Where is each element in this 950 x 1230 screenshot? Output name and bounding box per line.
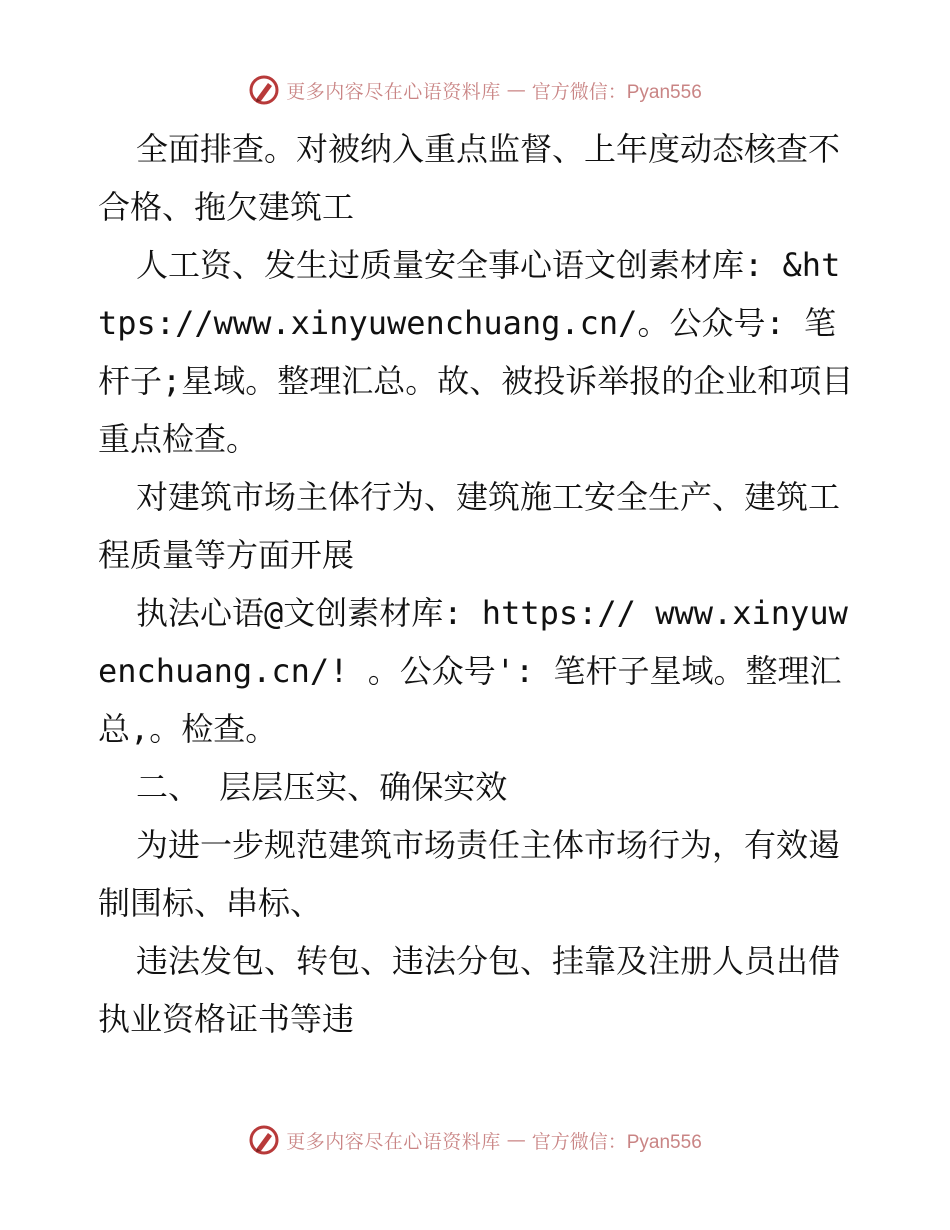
section-heading: 二、 层层压实、确保实效 xyxy=(136,768,508,806)
header-banner xyxy=(0,70,950,110)
paragraph: 违法发包、转包、违法分包、挂靠及注册人员出借执业资格证书等违 xyxy=(98,942,841,1038)
paragraph: 为进一步规范建筑市场责任主体市场行为，有效遏制围标、串标、 xyxy=(98,826,841,922)
banner-contact: 官方微信：Pyan556 xyxy=(531,81,702,103)
paragraph: 执法心语@文创素材库: https:// www.xinyuwenchuang.cn/! 。公众号': 笔杆子星域。整理汇总,。检查。 xyxy=(98,594,848,748)
banner-text: 更多内容尽在心语资料库 xyxy=(286,80,501,103)
paragraph: 人工资、发生过质量安全事心语文创素材库: &https://www.xinyuwenchuang.cn/。公众号: 笔杆子;星域。整理汇总。故、被投诉举报的企业和项目重点检查。 xyxy=(98,246,854,458)
banner-separator: — xyxy=(506,79,526,101)
banner-separator: — xyxy=(506,1129,526,1151)
paragraph: 全面排查。对被纳入重点监督、上年度动态核查不合格、拖欠建筑工 xyxy=(98,130,841,226)
pen-circle-logo-icon xyxy=(248,1124,280,1156)
banner-text: 更多内容尽在心语资料库 xyxy=(286,1130,501,1153)
paragraph: 对建筑市场主体行为、建筑施工安全生产、建筑工程质量等方面开展 xyxy=(98,478,841,574)
document-body xyxy=(98,120,854,1048)
banner-contact: 官方微信：Pyan556 xyxy=(531,1131,702,1153)
pen-circle-logo-icon xyxy=(248,74,280,106)
footer-banner xyxy=(0,1120,950,1160)
